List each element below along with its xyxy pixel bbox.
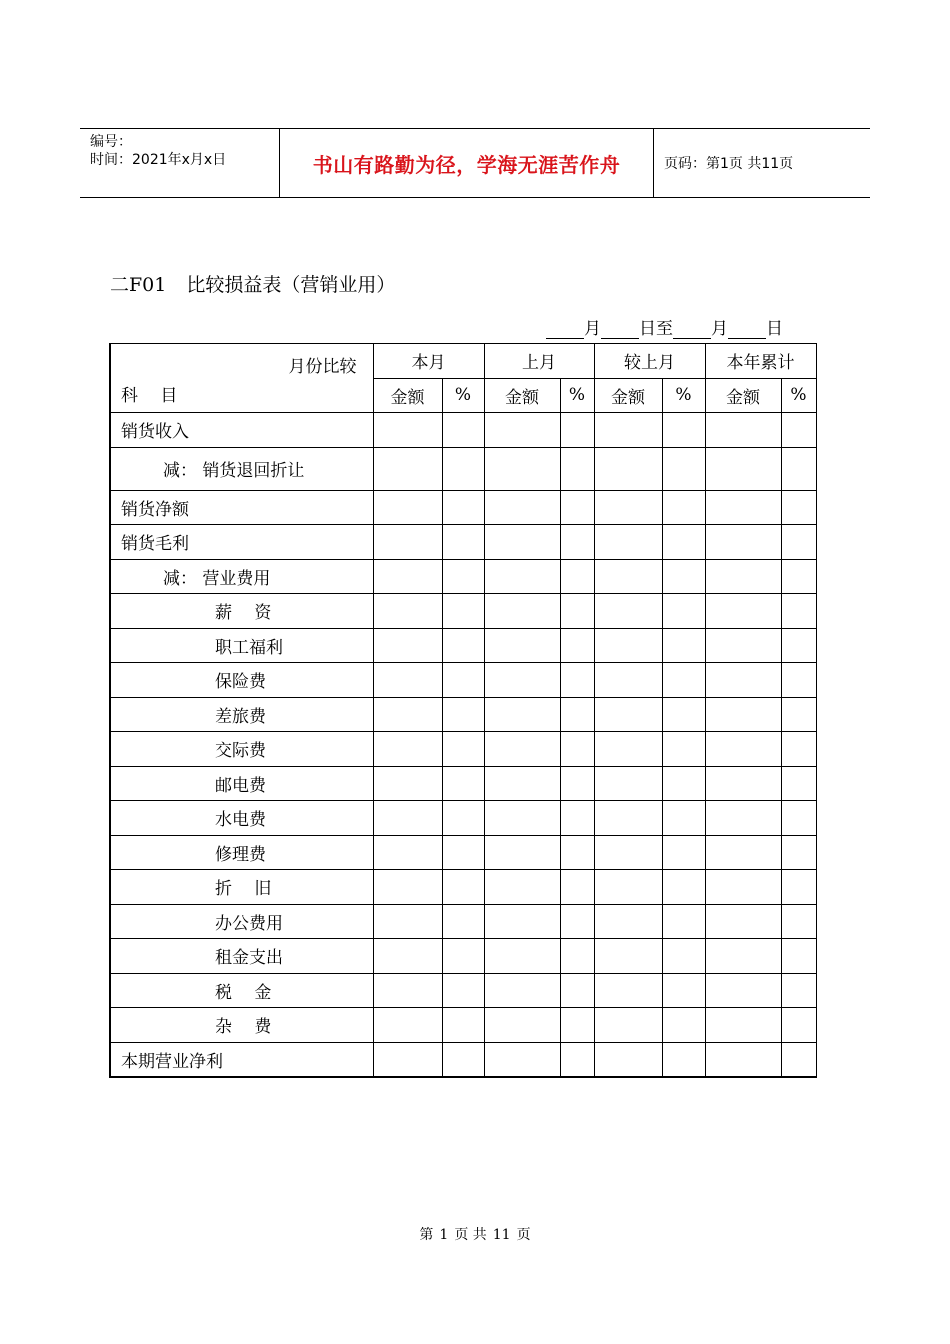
amount-cell[interactable] [484, 1008, 560, 1043]
row-label: 本期营业净利 [110, 1042, 373, 1077]
amount-header: 金额 [484, 378, 560, 413]
table-row [110, 413, 816, 448]
amount-cell[interactable] [705, 663, 781, 698]
amount-cell[interactable] [705, 766, 781, 801]
pct-header: % [662, 378, 705, 413]
amount-cell[interactable] [373, 1008, 442, 1043]
amount-cell[interactable] [705, 870, 781, 905]
amount-cell[interactable] [373, 1042, 442, 1077]
page-code: 页码：第1页 共11页 [664, 156, 794, 172]
row-label: 邮电费 [110, 766, 373, 801]
pct-cell[interactable] [560, 1042, 594, 1077]
day-to-label: 日至 [639, 319, 673, 339]
pct-cell[interactable] [781, 904, 816, 939]
amount-cell[interactable] [705, 939, 781, 974]
amount-cell[interactable] [373, 525, 442, 560]
pct-cell[interactable] [560, 870, 594, 905]
pct-cell[interactable] [781, 973, 816, 1008]
table-row [110, 904, 816, 939]
footer-total-pages: 11 [492, 1227, 511, 1243]
amount-cell[interactable] [373, 697, 442, 732]
amount-cell[interactable] [594, 973, 662, 1008]
row-label: 租金支出 [110, 939, 373, 974]
month-blank-2[interactable] [673, 320, 711, 339]
amount-header: 金额 [373, 378, 442, 413]
amount-cell[interactable] [594, 525, 662, 560]
pct-cell[interactable] [662, 525, 705, 560]
table-row [110, 447, 816, 490]
amount-cell[interactable] [594, 939, 662, 974]
amount-cell[interactable] [484, 766, 560, 801]
amount-cell[interactable] [373, 973, 442, 1008]
pct-header: % [781, 378, 816, 413]
pct-cell[interactable] [442, 973, 484, 1008]
pct-cell[interactable] [442, 697, 484, 732]
pct-cell[interactable] [560, 413, 594, 448]
amount-cell[interactable] [594, 663, 662, 698]
row-label: 保险费 [110, 663, 373, 698]
amount-cell[interactable] [705, 490, 781, 525]
day-blank-2[interactable] [728, 320, 766, 339]
amount-cell[interactable] [373, 766, 442, 801]
amount-cell[interactable] [373, 732, 442, 767]
amount-cell[interactable] [484, 973, 560, 1008]
pct-cell[interactable] [662, 973, 705, 1008]
pct-cell[interactable] [560, 559, 594, 594]
amount-cell[interactable] [484, 559, 560, 594]
pct-cell[interactable] [781, 1008, 816, 1043]
month-blank-1[interactable] [546, 320, 584, 339]
corner-top-label: 月份比较 [288, 357, 357, 377]
pct-cell[interactable] [442, 939, 484, 974]
row-label: 减： 营业费用 [110, 559, 373, 594]
pct-cell[interactable] [781, 835, 816, 870]
pct-cell[interactable] [662, 801, 705, 836]
table-row [110, 801, 816, 836]
pct-cell[interactable] [781, 413, 816, 448]
form-name: 比较损益表（营销业用） [186, 274, 396, 296]
pct-header: % [560, 378, 594, 413]
amount-cell[interactable] [373, 594, 442, 629]
footer-mid: 页 共 [454, 1227, 487, 1243]
amount-cell[interactable] [373, 447, 442, 490]
amount-cell[interactable] [484, 904, 560, 939]
pct-cell[interactable] [560, 628, 594, 663]
pct-cell[interactable] [560, 766, 594, 801]
pct-cell[interactable] [560, 594, 594, 629]
amount-cell[interactable] [705, 413, 781, 448]
table-row [110, 490, 816, 525]
pct-cell[interactable] [662, 1042, 705, 1077]
month-label-2: 月 [711, 319, 728, 339]
pct-cell[interactable] [560, 447, 594, 490]
table-row [110, 594, 816, 629]
group-header-last-month: 上月 [484, 344, 594, 379]
day-label: 日 [766, 319, 783, 339]
pct-cell[interactable] [662, 939, 705, 974]
pct-cell[interactable] [560, 732, 594, 767]
amount-cell[interactable] [484, 413, 560, 448]
document-header [80, 128, 870, 198]
row-label: 折 旧 [110, 870, 373, 905]
pct-cell[interactable] [662, 870, 705, 905]
amount-header: 金额 [705, 378, 781, 413]
pct-cell[interactable] [662, 628, 705, 663]
pct-cell[interactable] [442, 594, 484, 629]
amount-cell[interactable] [594, 1042, 662, 1077]
amount-cell[interactable] [705, 628, 781, 663]
pct-cell[interactable] [442, 413, 484, 448]
pct-cell[interactable] [442, 1008, 484, 1043]
table-row [110, 559, 816, 594]
amount-cell[interactable] [484, 490, 560, 525]
row-label: 销货毛利 [110, 525, 373, 560]
amount-cell[interactable] [373, 628, 442, 663]
pct-cell[interactable] [442, 447, 484, 490]
amount-cell[interactable] [484, 594, 560, 629]
pct-cell[interactable] [442, 525, 484, 560]
amount-cell[interactable] [594, 697, 662, 732]
pct-cell[interactable] [560, 1008, 594, 1043]
table-row [110, 663, 816, 698]
pct-cell[interactable] [560, 490, 594, 525]
amount-cell[interactable] [484, 447, 560, 490]
pct-cell[interactable] [560, 904, 594, 939]
amount-cell[interactable] [705, 801, 781, 836]
amount-cell[interactable] [484, 939, 560, 974]
amount-cell[interactable] [705, 835, 781, 870]
amount-cell[interactable] [705, 732, 781, 767]
pct-cell[interactable] [560, 939, 594, 974]
row-label: 减： 销货退回折让 [110, 447, 373, 490]
amount-cell[interactable] [373, 801, 442, 836]
pct-cell[interactable] [781, 525, 816, 560]
amount-cell[interactable] [484, 697, 560, 732]
amount-cell[interactable] [705, 594, 781, 629]
pct-cell[interactable] [560, 835, 594, 870]
footer-page-number: 1 [439, 1227, 449, 1243]
table-row [110, 939, 816, 974]
amount-cell[interactable] [484, 1042, 560, 1077]
pct-cell[interactable] [560, 697, 594, 732]
table-row [110, 732, 816, 767]
pct-cell[interactable] [560, 525, 594, 560]
amount-cell[interactable] [594, 490, 662, 525]
table-row [110, 1008, 816, 1043]
pct-cell[interactable] [662, 447, 705, 490]
pct-cell[interactable] [442, 663, 484, 698]
pct-cell[interactable] [442, 559, 484, 594]
table-row [110, 525, 816, 560]
amount-cell[interactable] [484, 870, 560, 905]
pct-cell[interactable] [781, 697, 816, 732]
row-label: 修理费 [110, 835, 373, 870]
row-label: 职工福利 [110, 628, 373, 663]
amount-cell[interactable] [373, 939, 442, 974]
pct-cell[interactable] [781, 447, 816, 490]
amount-cell[interactable] [594, 835, 662, 870]
pct-cell[interactable] [662, 594, 705, 629]
pct-cell[interactable] [662, 835, 705, 870]
table-row [110, 766, 816, 801]
group-header-ytd: 本年累计 [705, 344, 816, 379]
table-body [110, 344, 816, 1077]
table-row [110, 697, 816, 732]
row-label: 薪 资 [110, 594, 373, 629]
amount-header: 金额 [594, 378, 662, 413]
row-label: 杂 费 [110, 1008, 373, 1043]
amount-cell[interactable] [705, 1042, 781, 1077]
pct-cell[interactable] [662, 732, 705, 767]
amount-cell[interactable] [594, 413, 662, 448]
group-header-this-month: 本月 [373, 344, 484, 379]
row-label: 水电费 [110, 801, 373, 836]
date-range-line [546, 314, 783, 339]
group-header-vs-last-month: 较上月 [594, 344, 705, 379]
pct-cell[interactable] [781, 766, 816, 801]
row-label: 交际费 [110, 732, 373, 767]
number-label: 编号： [90, 134, 132, 150]
pct-header: % [442, 378, 484, 413]
amount-cell[interactable] [594, 1008, 662, 1043]
amount-cell[interactable] [373, 904, 442, 939]
table-row [110, 835, 816, 870]
corner-cell [110, 344, 373, 413]
day-blank-1[interactable] [601, 320, 639, 339]
header-row-groups [110, 344, 816, 379]
pct-cell[interactable] [442, 732, 484, 767]
month-label-1: 月 [584, 319, 601, 339]
header-meta [80, 129, 280, 197]
pct-cell[interactable] [662, 904, 705, 939]
row-label: 销货净额 [110, 490, 373, 525]
table-row [110, 973, 816, 1008]
pct-cell[interactable] [662, 490, 705, 525]
pct-cell[interactable] [781, 1042, 816, 1077]
amount-cell[interactable] [594, 801, 662, 836]
motto: 书山有路勤为径，学海无涯苦作舟 [280, 129, 654, 197]
corner-bottom-label: 科 目 [121, 386, 178, 406]
page-footer [0, 1224, 950, 1244]
amount-cell[interactable] [705, 559, 781, 594]
pct-cell[interactable] [781, 594, 816, 629]
pct-cell[interactable] [662, 1008, 705, 1043]
pct-cell[interactable] [442, 835, 484, 870]
pct-cell[interactable] [781, 939, 816, 974]
amount-cell[interactable] [484, 628, 560, 663]
pct-cell[interactable] [781, 870, 816, 905]
amount-cell[interactable] [373, 413, 442, 448]
amount-cell[interactable] [594, 766, 662, 801]
pct-cell[interactable] [781, 663, 816, 698]
amount-cell[interactable] [705, 973, 781, 1008]
amount-cell[interactable] [373, 490, 442, 525]
amount-cell[interactable] [594, 870, 662, 905]
pct-cell[interactable] [781, 490, 816, 525]
amount-cell[interactable] [484, 663, 560, 698]
pct-cell[interactable] [560, 663, 594, 698]
footer-suffix: 页 [516, 1227, 531, 1243]
pct-cell[interactable] [560, 973, 594, 1008]
table-row [110, 1042, 816, 1077]
amount-cell[interactable] [594, 732, 662, 767]
pct-cell[interactable] [442, 766, 484, 801]
amount-cell[interactable] [484, 525, 560, 560]
amount-cell[interactable] [484, 732, 560, 767]
pct-cell[interactable] [781, 732, 816, 767]
amount-cell[interactable] [484, 801, 560, 836]
pct-cell[interactable] [442, 801, 484, 836]
pct-cell[interactable] [442, 1042, 484, 1077]
footer-prefix: 第 [419, 1227, 434, 1243]
income-comparison-table [109, 343, 817, 1078]
amount-cell[interactable] [594, 559, 662, 594]
pct-cell[interactable] [781, 801, 816, 836]
pct-cell[interactable] [662, 559, 705, 594]
pct-cell[interactable] [781, 628, 816, 663]
row-label: 税 金 [110, 973, 373, 1008]
pct-cell[interactable] [662, 663, 705, 698]
row-label: 差旅费 [110, 697, 373, 732]
amount-cell[interactable] [594, 904, 662, 939]
amount-cell[interactable] [373, 835, 442, 870]
time-label: 时间：2021年x月x日 [90, 152, 227, 168]
amount-cell[interactable] [705, 1008, 781, 1043]
amount-cell[interactable] [373, 559, 442, 594]
amount-cell[interactable] [594, 594, 662, 629]
pct-cell[interactable] [442, 904, 484, 939]
amount-cell[interactable] [705, 525, 781, 560]
document-title [110, 270, 395, 297]
pct-cell[interactable] [442, 870, 484, 905]
pct-cell[interactable] [560, 801, 594, 836]
amount-cell[interactable] [373, 663, 442, 698]
pct-cell[interactable] [662, 766, 705, 801]
table-row [110, 628, 816, 663]
pct-cell[interactable] [662, 697, 705, 732]
amount-cell[interactable] [373, 870, 442, 905]
form-code: 二F01 [110, 274, 167, 296]
amount-cell[interactable] [705, 697, 781, 732]
amount-cell[interactable] [484, 835, 560, 870]
pct-cell[interactable] [781, 559, 816, 594]
row-label: 办公费用 [110, 904, 373, 939]
pct-cell[interactable] [662, 413, 705, 448]
pct-cell[interactable] [442, 490, 484, 525]
pct-cell[interactable] [442, 628, 484, 663]
amount-cell[interactable] [705, 447, 781, 490]
amount-cell[interactable] [705, 904, 781, 939]
row-label: 销货收入 [110, 413, 373, 448]
amount-cell[interactable] [594, 628, 662, 663]
amount-cell[interactable] [594, 447, 662, 490]
table-row [110, 870, 816, 905]
